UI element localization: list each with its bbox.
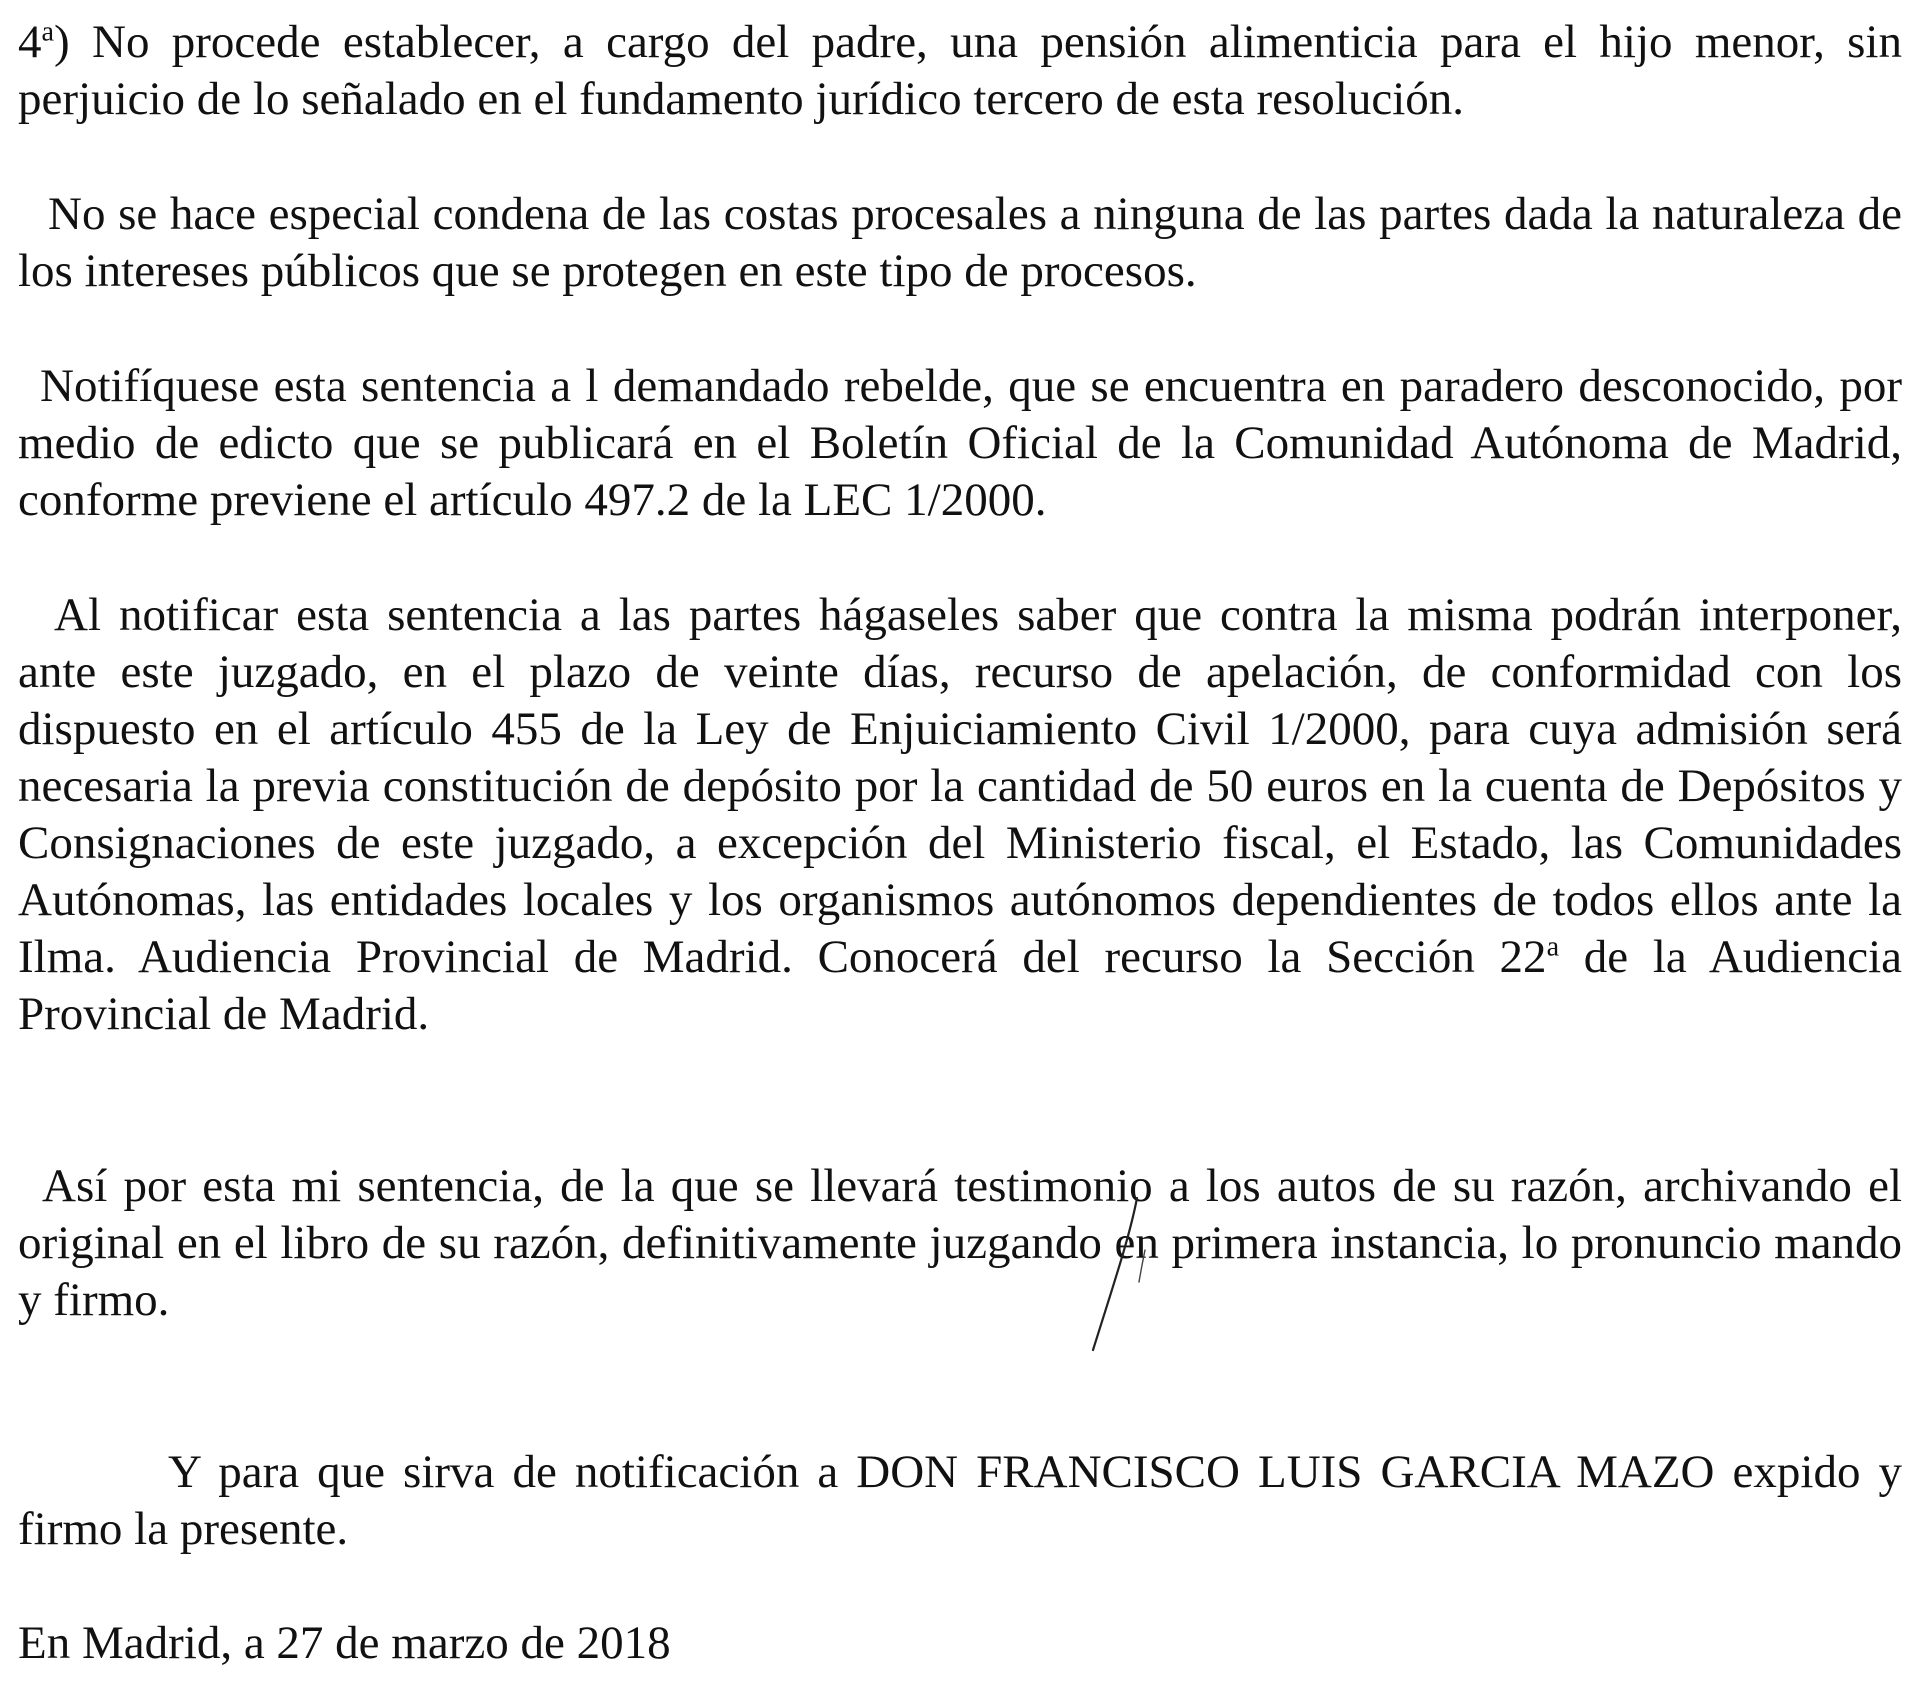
ordinal-superscript: a — [41, 16, 55, 48]
recurso-text: Al notificar esta sentencia a las partes hágaseles saber que contra la misma podrán interponer, ante este juzgado, en el plazo de veinte días, recurso de apelación, de conformidad con los dispuesto en el artículo 455 de la Ley de Enjuiciamiento Civil 1/2000, para cuya admisión será necesaria la previa constitución de depósito por la cantidad de 50 euros en la cuenta de Depósitos y Consignaciones de este juzgado, a excepción del Ministerio fiscal, el Estado, las Comunidades Autónomas, las entidades locales y los organismos autónomos dependientes de todos ellos ante la Ilma. Audiencia Provincial de Madrid. Conocerá del recurso la Sección 22 — [18, 589, 1902, 983]
paragraph-notificacion-edicto: Notifíquese esta sentencia a l demandado rebelde, que se encuentra en paradero desconocido, por medio de edicto que se publicará en el Boletín Oficial de la Comunidad Autónoma de Madrid, conforme previene el artículo 497.2 de la LEC 1/2000. — [18, 360, 1902, 526]
paragraph-fallo-cierre: Así por esta mi sentencia, de la que se llevará testimonio a los autos de su razón, archivando el original en el libro de su razón, definitivamente juzgando en primera instancia, lo pronuncio mando y firmo. — [18, 1160, 1902, 1326]
date-line: En Madrid, a 27 de marzo de 2018 — [18, 1617, 671, 1669]
paragraph-costas: No se hace especial condena de las costas procesales a ninguna de las partes dada la naturaleza de los intereses públicos que se protegen en este tipo de procesos. — [18, 188, 1902, 297]
document-body — [18, 14, 1902, 1672]
paragraph-pension — [18, 14, 1902, 128]
item-number: 4 — [18, 16, 42, 68]
seccion-superscript: a — [1546, 931, 1560, 963]
paragraph-notificacion-demandado: Y para que sirva de notificación a DON FRANCISCO LUIS GARCIA MAZO expido y firmo la presente. — [18, 1446, 1902, 1555]
paragraph-recurso-apelacion — [18, 587, 1902, 1043]
recurso-text-end: de la Audiencia Provincial de Madrid. — [18, 931, 1902, 1040]
pension-text: ) No procede establecer, a cargo del padre, una pensión alimenticia para el hijo menor, sin perjuicio de lo señalado en el fundamento jurídico tercero de esta resolución. — [18, 16, 1902, 125]
